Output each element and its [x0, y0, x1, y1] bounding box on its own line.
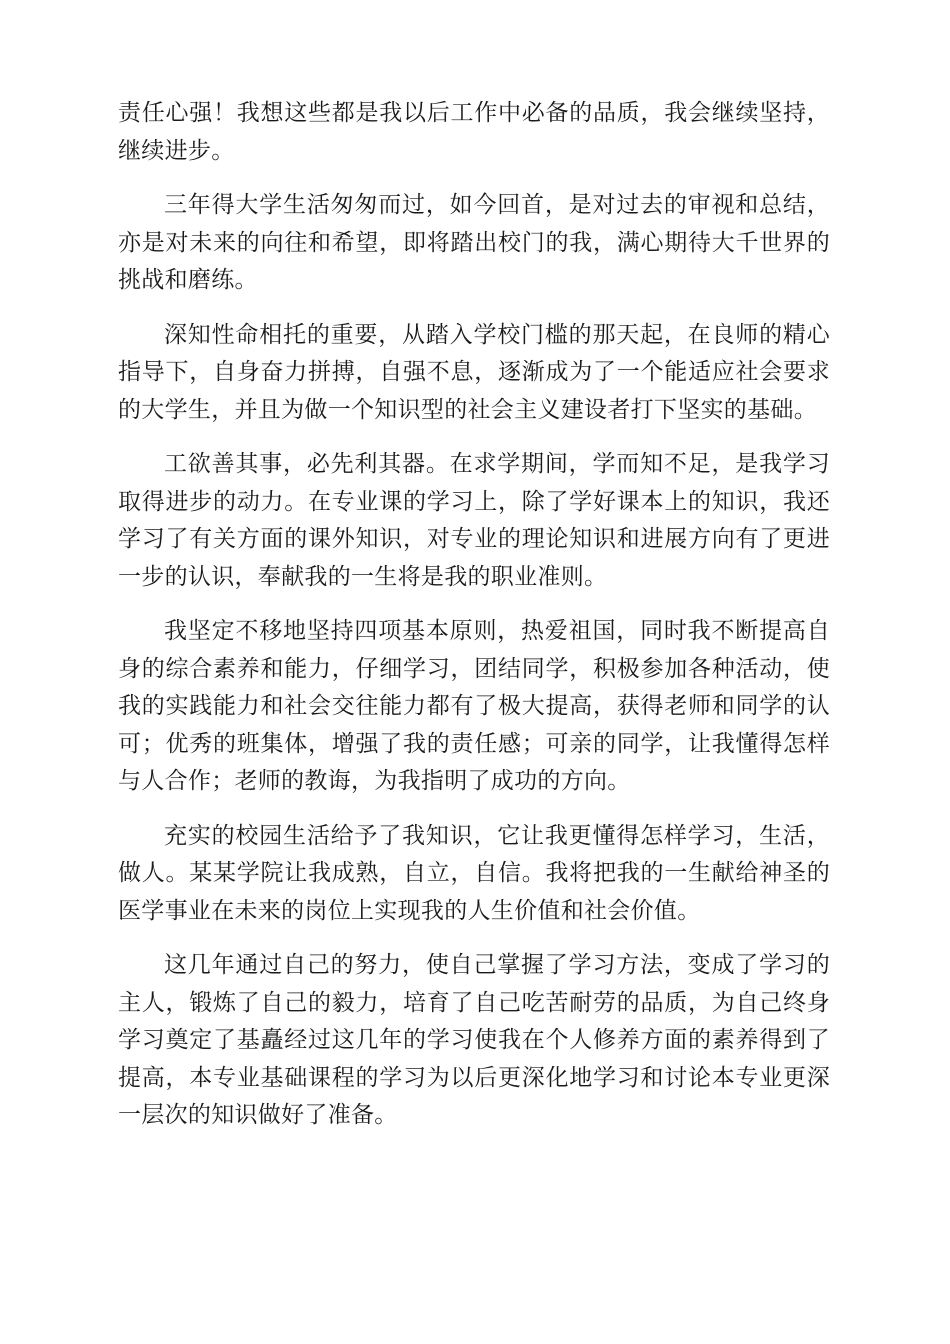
document-page [118, 95, 830, 1152]
paragraph-1: 责任心强！我想这些都是我以后工作中必备的品质，我会继续坚持，继续进步。 [118, 100, 830, 164]
paragraph-7: 这几年通过自己的努力，使自己掌握了学习方法，变成了学习的主人，锻炼了自己的毅力，培育了自己吃苦耐劳的品质，为自己终身学习奠定了基矗经过这几年的学习使我在个人修养方面的素养得到了提高，本专业基础课程的学习为以后更深化地学习和讨论本专业更深一层次的知识做好了准备。 [118, 952, 830, 1128]
paragraph-4: 工欲善其事，必先利其器。在求学期间，学而知不足，是我学习取得进步的动力。在专业课的学习上，除了学好课本上的知识，我还学习了有关方面的课外知识，对专业的理论知识和进展方向有了更进一步的认识，奉献我的一生将是我的职业准则。 [118, 451, 830, 590]
paragraph-5: 我坚定不移地坚持四项基本原则，热爱祖国，同时我不断提高自身的综合素养和能力，仔细学习，团结同学，积极参加各种活动，使我的实践能力和社会交往能力都有了极大提高，获得老师和同学的认可；优秀的班集体，增强了我的责任感；可亲的同学，让我懂得怎样与人合作；老师的教诲，为我指明了成功的方向。 [118, 618, 830, 794]
paragraph-3: 深知性命相托的重要，从踏入学校门槛的那天起，在良师的精心指导下，自身奋力拼搏，自强不息，逐渐成为了一个能适应社会要求的大学生，并且为做一个知识型的社会主义建设者打下坚实的基础。 [118, 321, 830, 423]
paragraph-6: 充实的校园生活给予了我知识，它让我更懂得怎样学习，生活，做人。某某学院让我成熟，自立，自信。我将把我的一生献给神圣的医学事业在未来的岗位上实现我的人生价值和社会价值。 [118, 822, 830, 924]
paragraph-2: 三年得大学生活匆匆而过，如今回首，是对过去的审视和总结，亦是对未来的向往和希望，即将踏出校门的我，满心期待大千世界的挑战和磨练。 [118, 192, 830, 293]
